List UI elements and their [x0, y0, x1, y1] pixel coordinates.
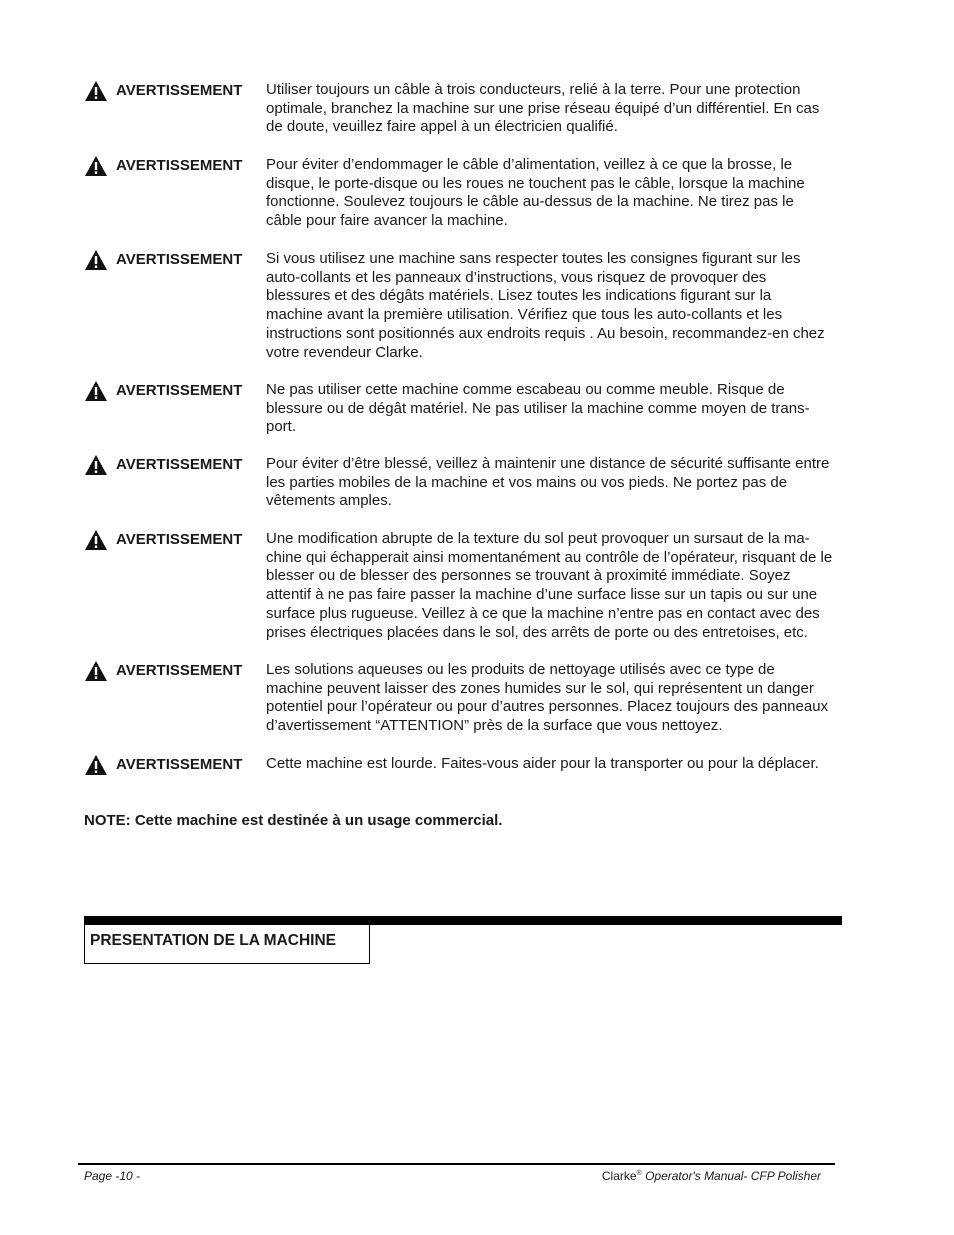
warning-text-line: chine qui échapperait ainsi momentanément au contrôle de l’opérateur, risquant de le: [266, 548, 833, 566]
warning-triangle-icon: [84, 754, 108, 776]
warning-text-line: auto-collants et les panneaux d’instructions, vous risquez de provoquer des: [266, 268, 767, 286]
footer-manual-title: [602, 1169, 821, 1183]
warning-triangle-icon: [84, 380, 108, 402]
warning-text-line: instructions sont positionnés aux endroits requis . Au besoin, recommandez-en chez: [266, 324, 825, 342]
section-heading-box: [84, 924, 370, 964]
warning-text-line: blesser ou de blesser des personnes se trouvant à proximité immédiate. Soyez: [266, 567, 791, 585]
warning-heading: [84, 529, 266, 642]
warning-triangle-icon: [84, 529, 108, 551]
warning-label: AVERTISSEMENT: [116, 82, 243, 99]
footer-page-number: Page -10 -: [84, 1169, 141, 1183]
warning-text: [266, 80, 842, 137]
warning-text-line: surface plus rugueuse. Veillez à ce que la machine n’entre pas en contact avec des: [266, 604, 820, 622]
warning-text-line: Pour éviter d’être blessé, veillez à maintenir une distance de sécurité suffisante entre: [266, 455, 830, 472]
warning-heading: [84, 754, 266, 776]
warning-label: AVERTISSEMENT: [116, 251, 243, 268]
warning-text-line: Utiliser toujours un câble à trois conducteurs, relié à la terre. Pour une protection: [266, 81, 801, 98]
warning-text-line: Ne pas utiliser cette machine comme escabeau ou comme meuble. Risque de: [266, 381, 785, 398]
warning-text-line: machine avant la première utilisation. Vérifiez que tous les auto-collants et les: [266, 306, 783, 324]
warning-text-line: potentiel pour l’opérateur ou pour d’autres personnes. Placez toujours des panneaux: [266, 698, 829, 716]
warning-text-line: blessure ou de dégât matériel. Ne pas utiliser la machine comme moyen de trans-: [266, 399, 810, 417]
warning-text-line: blessures et des dégâts matériels. Lisez toutes les indications figurant sur la: [266, 287, 772, 305]
warning-text-line: câble pour faire avancer la machine.: [266, 212, 508, 230]
warning-text-line: Une modification abrupte de la texture du sol peut provoquer un sursaut de la ma-: [266, 530, 810, 547]
warning-heading: [84, 155, 266, 231]
warning-triangle-icon: [84, 155, 108, 177]
warning-text: [266, 660, 842, 736]
warning-label: AVERTISSEMENT: [116, 157, 243, 174]
warning-text-line: disque, le porte-disque ou les roues ne touchent pas le câble, lorsque la machine: [266, 174, 805, 192]
warning-text-line: Pour éviter d’endommager le câble d’alimentation, veillez à ce que la brosse, le: [266, 156, 793, 173]
section-title: PRESENTATION DE LA MACHINE: [90, 932, 336, 949]
footer-rule: [78, 1163, 835, 1165]
warning-item: [84, 249, 842, 362]
warning-triangle-icon: [84, 660, 108, 682]
warning-text-line: les parties mobiles de la machine et vos mains ou vos pieds. Ne portez pas de: [266, 473, 788, 491]
warning-heading: [84, 660, 266, 736]
warning-text-line: d’avertissement “ATTENTION” près de la surface que vous nettoyez.: [266, 717, 723, 735]
footer-trademark: ®: [636, 1170, 642, 1177]
warning-text-line: vêtements amples.: [266, 492, 392, 510]
warning-text: [266, 249, 842, 362]
warning-triangle-icon: [84, 80, 108, 102]
warning-text: [266, 155, 842, 231]
warning-text-line: Cette machine est lourde. Faites-vous aider pour la transporter ou pour la déplacer.: [266, 755, 819, 772]
warning-label: AVERTISSEMENT: [116, 756, 243, 773]
warning-heading: [84, 249, 266, 362]
warning-heading: [84, 80, 266, 137]
warning-text-line: optimale, branchez la machine sur une prise réseau équipé d’un différentiel. En cas: [266, 99, 820, 117]
footer-manual-name: Operator's Manual- CFP Polisher: [641, 1169, 821, 1183]
warning-text-line: prises électriques placées dans le sol, des arrêts de porte ou des entretoises, etc.: [266, 623, 808, 641]
warning-item: [84, 660, 842, 736]
warning-item: [84, 454, 842, 511]
warning-text-line: machine peuvent laisser des zones humides sur le sol, qui représentent un danger: [266, 679, 814, 697]
warning-text-line: attentif à ne pas faire passer la machine d’une surface lisse sur un tapis ou sur une: [266, 586, 818, 604]
warning-triangle-icon: [84, 454, 108, 476]
warning-text-line: votre revendeur Clarke.: [266, 343, 423, 361]
warning-text-line: de doute, veuillez faire appel à un électricien qualifié.: [266, 118, 618, 136]
warning-text-line: port.: [266, 418, 297, 436]
warning-label: AVERTISSEMENT: [116, 531, 243, 548]
warning-triangle-icon: [84, 249, 108, 271]
warning-text: [266, 454, 842, 511]
warning-item: [84, 155, 842, 231]
warning-heading: [84, 454, 266, 511]
warning-text-line: Si vous utilisez une machine sans respecter toutes les consignes figurant sur les: [266, 250, 801, 267]
footer-brand: Clarke: [601, 1169, 637, 1183]
warning-item: [84, 380, 842, 437]
warning-item: [84, 80, 842, 137]
warning-item: [84, 529, 842, 642]
warning-item: [84, 754, 842, 776]
warning-text-line: fonctionne. Soulevez toujours le câble au-dessus de la machine. Ne tirez pas le: [266, 193, 794, 211]
warning-text: [266, 529, 842, 642]
warning-heading: [84, 380, 266, 437]
warning-text: [266, 754, 842, 776]
commercial-use-note: NOTE: Cette machine est destinée à un usage commercial.: [84, 812, 503, 829]
warning-label: AVERTISSEMENT: [116, 456, 243, 473]
warning-label: AVERTISSEMENT: [116, 382, 243, 399]
warning-text: [266, 380, 842, 437]
warning-text-line: Les solutions aqueuses ou les produits de nettoyage utilisés avec ce type de: [266, 661, 775, 678]
warning-label: AVERTISSEMENT: [116, 662, 243, 679]
